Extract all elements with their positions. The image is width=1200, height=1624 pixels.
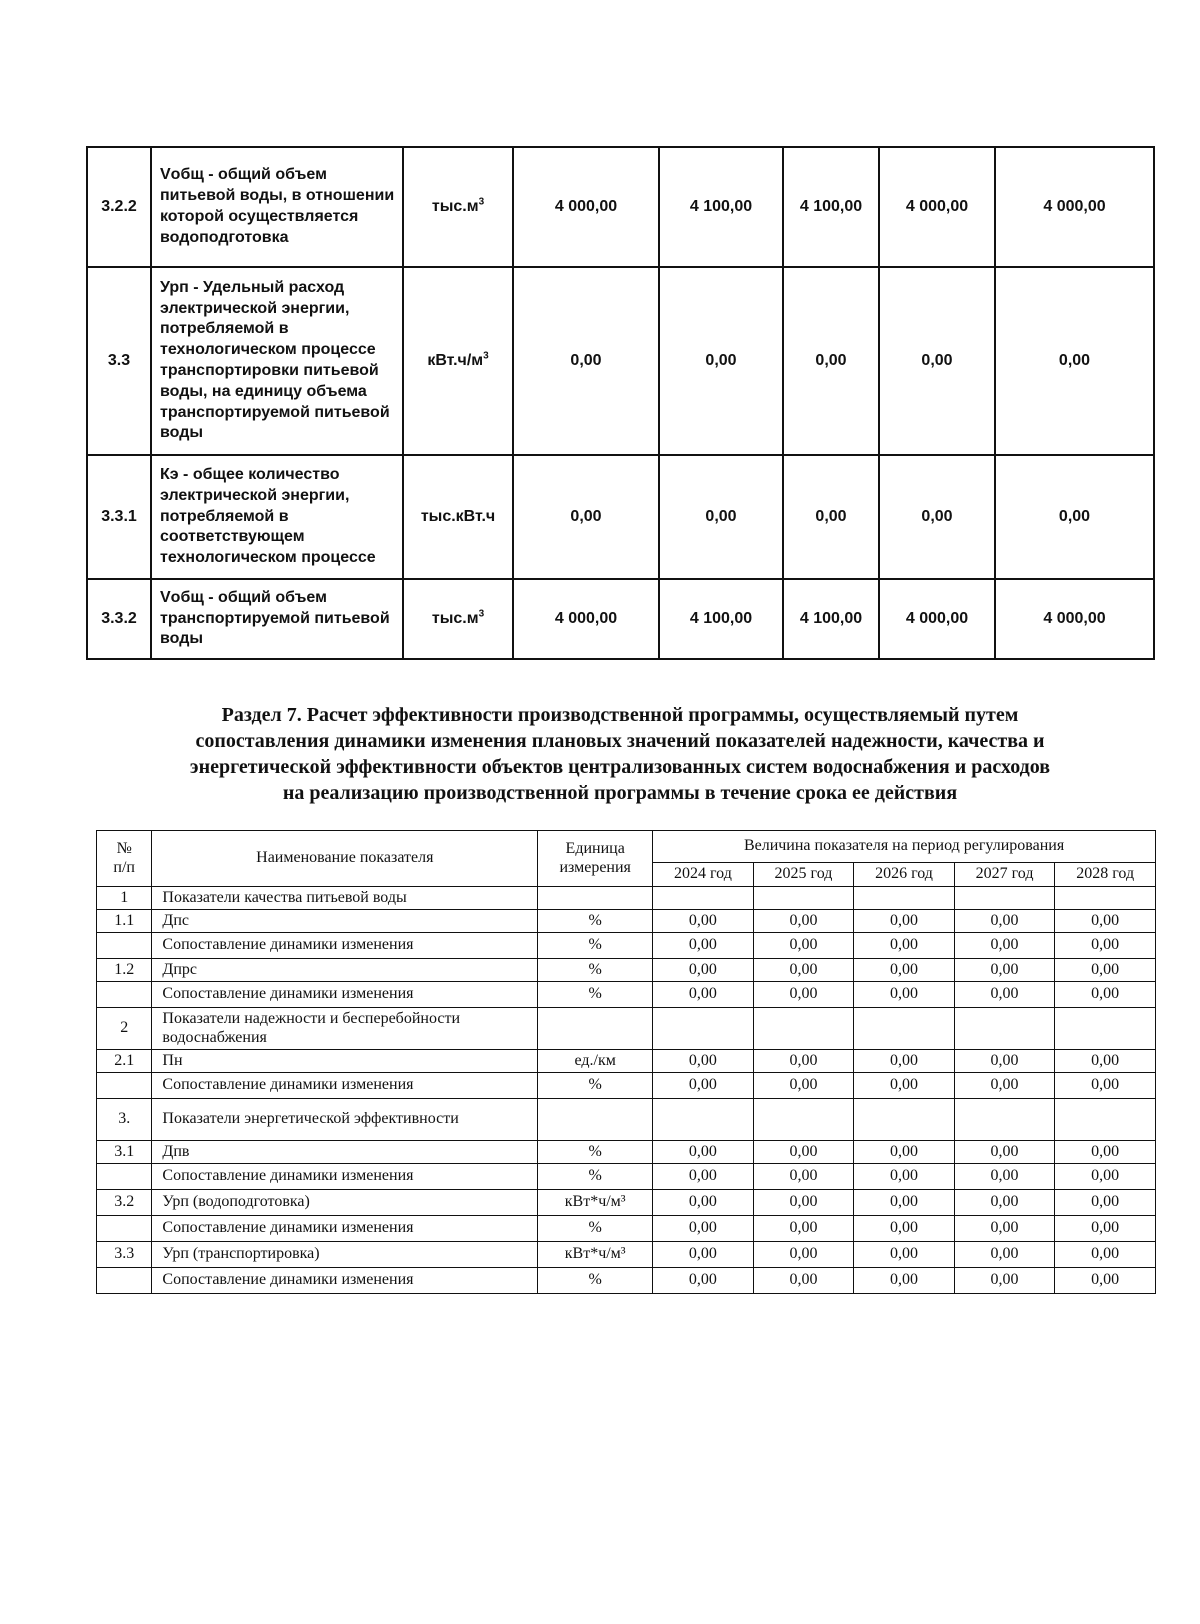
table-row (87, 147, 1154, 267)
heading-line: энергетической эффективности объектов централизованных систем водоснабжения и расходов (189, 756, 1051, 778)
value-cell: 0,00 (854, 1050, 955, 1073)
section-7-heading (100, 702, 1140, 806)
table-row (97, 933, 1156, 959)
row-number: 1 (97, 887, 152, 910)
indicator-name: Сопоставление динамики изменения (152, 1164, 538, 1190)
indicator-name: Урп (транспортировка) (152, 1242, 538, 1268)
value-cell: 0,00 (954, 1242, 1055, 1268)
value-cell: 0,00 (1055, 1190, 1156, 1216)
header-name: Наименование показателя (152, 831, 538, 887)
unit-cell: кВт*ч/м³ (538, 1190, 653, 1216)
row-number (97, 1073, 152, 1099)
unit-base: кВт.ч/м (427, 352, 484, 369)
value-cell (854, 887, 955, 910)
value-cell (653, 1008, 754, 1050)
value-cell: 0,00 (753, 1141, 854, 1164)
value-cell (1055, 1099, 1156, 1141)
value-cell: 0,00 (1055, 959, 1156, 982)
indicator-name (151, 147, 403, 267)
value-cell: 0,00 (854, 1216, 955, 1242)
indicator-name-line: воды (160, 630, 204, 648)
value-cell: 0,00 (653, 1268, 754, 1294)
value-cell: 0,00 (513, 455, 659, 579)
value-cell: 0,00 (753, 933, 854, 959)
indicator-name (151, 579, 403, 659)
value-cell: 0,00 (753, 910, 854, 933)
indicator-name-line: которой осуществляется (160, 208, 359, 225)
value-cell: 0,00 (753, 982, 854, 1008)
unit-cell (403, 455, 513, 579)
value-cell: 0,00 (954, 1164, 1055, 1190)
row-number: 2 (97, 1008, 152, 1050)
unit-cell: ед./км (538, 1050, 653, 1073)
value-cell (954, 887, 1055, 910)
indicator-name: Дпс (152, 910, 538, 933)
value-cell: 0,00 (954, 933, 1055, 959)
table-row (97, 1050, 1156, 1073)
value-cell (854, 1099, 955, 1141)
value-cell: 0,00 (954, 910, 1055, 933)
indicator-name-line: потребляемой в (160, 320, 289, 338)
indicator-name: Сопоставление динамики изменения (152, 982, 538, 1008)
value-cell: 0,00 (1055, 1073, 1156, 1099)
row-number: 3.3 (87, 267, 151, 455)
value-cell: 0,00 (653, 1190, 754, 1216)
value-cell: 0,00 (854, 959, 955, 982)
value-cell: 0,00 (653, 1242, 754, 1268)
indicator-name-line: питьевой воды, в отношении (160, 187, 395, 205)
table-row (97, 1073, 1156, 1099)
unit-cell (403, 579, 513, 659)
value-cell: 0,00 (1055, 1141, 1156, 1164)
value-cell: 0,00 (879, 267, 995, 455)
unit-cell: % (538, 1141, 653, 1164)
header-unit-line: измерения (559, 858, 631, 876)
row-number: 1.1 (97, 910, 152, 933)
row-number: 3.2 (97, 1190, 152, 1216)
value-cell: 0,00 (753, 1164, 854, 1190)
unit-cell: % (538, 959, 653, 982)
value-cell: 4 000,00 (879, 579, 995, 659)
value-cell: 0,00 (753, 1242, 854, 1268)
value-cell: 0,00 (1055, 1216, 1156, 1242)
table-row (97, 910, 1156, 933)
value-cell: 4 100,00 (659, 147, 783, 267)
value-cell: 0,00 (1055, 1164, 1156, 1190)
table-row (97, 1242, 1156, 1268)
row-number (97, 1164, 152, 1190)
unit-cell (538, 887, 653, 910)
row-number: 3.2.2 (87, 147, 151, 267)
value-cell: 0,00 (653, 1164, 754, 1190)
value-cell (954, 1099, 1055, 1141)
row-number (97, 982, 152, 1008)
value-cell: 4 000,00 (879, 147, 995, 267)
table-row (97, 1268, 1156, 1294)
value-cell: 0,00 (1055, 1268, 1156, 1294)
table-row (97, 1190, 1156, 1216)
indicator-name: Сопоставление динамики изменения (152, 933, 538, 959)
indicator-name: Показатели качества питьевой воды (152, 887, 538, 910)
value-cell (1055, 1008, 1156, 1050)
unit-superscript: 3 (478, 196, 485, 208)
unit-cell: % (538, 933, 653, 959)
value-cell: 0,00 (854, 982, 955, 1008)
value-cell: 0,00 (653, 1216, 754, 1242)
row-number: 3.1 (97, 1141, 152, 1164)
unit-cell (403, 147, 513, 267)
table-row (97, 982, 1156, 1008)
value-cell: 0,00 (954, 1190, 1055, 1216)
value-cell: 0,00 (1055, 1242, 1156, 1268)
value-cell: 0,00 (995, 267, 1154, 455)
indicator-name-line: транспортируемой питьевой (160, 403, 390, 421)
value-cell: 0,00 (753, 959, 854, 982)
indicator-name: Показатели надежности и бесперебойности водоснабжения (152, 1008, 538, 1050)
value-cell: 0,00 (753, 1073, 854, 1099)
header-num-line: п/п (113, 858, 135, 876)
row-number: 3.3.1 (87, 455, 151, 579)
row-number: 3.3.2 (87, 579, 151, 659)
heading-line: сопоставления динамики изменения плановых значений показателей надежности, качества и (195, 730, 1045, 752)
value-cell (854, 1008, 955, 1050)
unit-cell (403, 267, 513, 455)
value-cell: 0,00 (854, 1190, 955, 1216)
row-number: 2.1 (97, 1050, 152, 1073)
header-year: 2026 год (854, 863, 955, 887)
value-cell: 0,00 (854, 1073, 955, 1099)
indicator-name-line: Vобщ - общий объем (160, 588, 327, 606)
table-row (97, 1164, 1156, 1190)
value-cell: 0,00 (513, 267, 659, 455)
value-cell (753, 887, 854, 910)
value-cell: 0,00 (954, 1268, 1055, 1294)
value-cell: 0,00 (653, 1073, 754, 1099)
header-unit-line: Единица (565, 840, 625, 858)
row-number: 3.3 (97, 1242, 152, 1268)
table-row (87, 579, 1154, 659)
indicator-name: Пн (152, 1050, 538, 1073)
value-cell: 0,00 (653, 1050, 754, 1073)
indicator-name-line: технологическом процессе (160, 549, 376, 567)
indicator-name-line: Кэ - общее количество (160, 466, 340, 483)
indicators-table-continued (86, 146, 1155, 660)
table-row (97, 1099, 1156, 1141)
indicator-name: Урп (водоподготовка) (152, 1190, 538, 1216)
unit-superscript: 3 (478, 608, 485, 620)
value-cell: 4 000,00 (513, 579, 659, 659)
header-num (97, 831, 152, 887)
value-cell: 0,00 (854, 933, 955, 959)
unit-base: тыс.м (431, 610, 479, 627)
value-cell: 0,00 (995, 455, 1154, 579)
indicator-name-line: воды, на единицу объема (160, 382, 367, 400)
unit-cell: % (538, 1073, 653, 1099)
row-number (97, 1268, 152, 1294)
header-year: 2024 год (653, 863, 754, 887)
value-cell (653, 1099, 754, 1141)
value-cell: 4 100,00 (659, 579, 783, 659)
indicator-name-line: воды (160, 424, 204, 442)
value-cell: 0,00 (854, 1141, 955, 1164)
table-row (97, 1141, 1156, 1164)
value-cell (653, 887, 754, 910)
value-cell: 0,00 (753, 1190, 854, 1216)
indicator-name-line: водоподготовка (160, 228, 289, 246)
unit-cell (538, 1099, 653, 1141)
header-year: 2025 год (753, 863, 854, 887)
value-cell: 0,00 (783, 267, 879, 455)
value-cell: 0,00 (753, 1268, 854, 1294)
header-unit (538, 831, 653, 887)
unit-cell (538, 1008, 653, 1050)
value-cell: 0,00 (954, 982, 1055, 1008)
value-cell: 0,00 (954, 959, 1055, 982)
row-number: 1.2 (97, 959, 152, 982)
unit-superscript: 3 (483, 350, 489, 362)
unit-cell: кВт*ч/м³ (538, 1242, 653, 1268)
table-row (87, 267, 1154, 455)
header-num-line: № (116, 840, 132, 858)
unit-cell: % (538, 1164, 653, 1190)
unit-base: тыс.м (431, 198, 479, 215)
indicator-name-line: электрической энергии, (160, 486, 350, 504)
value-cell: 0,00 (653, 959, 754, 982)
value-cell: 4 100,00 (783, 579, 879, 659)
value-cell: 0,00 (954, 1050, 1055, 1073)
value-cell: 0,00 (753, 1050, 854, 1073)
unit-base: тыс.кВт.ч (420, 508, 496, 525)
value-cell: 0,00 (879, 455, 995, 579)
indicator-name: Дпрс (152, 959, 538, 982)
value-cell: 0,00 (1055, 910, 1156, 933)
value-cell: 0,00 (954, 1073, 1055, 1099)
value-cell: 0,00 (1055, 1050, 1156, 1073)
header-year: 2028 год (1055, 863, 1156, 887)
value-cell (753, 1099, 854, 1141)
table-row (97, 887, 1156, 910)
value-cell: 0,00 (659, 455, 783, 579)
header-period: Величина показателя на период регулирования (653, 831, 1156, 863)
table-row (97, 959, 1156, 982)
indicator-name-line: соответствующем (160, 528, 305, 546)
indicator-name: Сопоставление динамики изменения (152, 1268, 538, 1294)
indicator-name-line: Vобщ - общий объем (160, 166, 327, 184)
value-cell: 0,00 (1055, 933, 1156, 959)
value-cell: 0,00 (653, 933, 754, 959)
unit-cell: % (538, 910, 653, 933)
value-cell: 0,00 (854, 1268, 955, 1294)
unit-cell: % (538, 982, 653, 1008)
value-cell: 0,00 (954, 1141, 1055, 1164)
indicator-name-line: транспортировки питьевой (160, 362, 379, 379)
heading-line: на реализацию производственной программы в течение срока ее действия (282, 782, 958, 804)
indicator-name-line: технологическом процессе (160, 341, 376, 359)
value-cell (1055, 887, 1156, 910)
unit-cell: % (538, 1216, 653, 1242)
value-cell (753, 1008, 854, 1050)
indicator-name-line: потребляемой в (160, 507, 289, 525)
table-row (97, 1216, 1156, 1242)
row-number (97, 1216, 152, 1242)
indicator-name: Сопоставление динамики изменения (152, 1216, 538, 1242)
indicator-name: Сопоставление динамики изменения (152, 1073, 538, 1099)
value-cell: 0,00 (954, 1216, 1055, 1242)
indicator-name-line: электрической энергии, (160, 299, 350, 317)
value-cell (954, 1008, 1055, 1050)
row-number: 3. (97, 1099, 152, 1141)
value-cell: 0,00 (854, 910, 955, 933)
value-cell: 4 000,00 (995, 147, 1154, 267)
indicator-name-line: транспортируемой питьевой (160, 609, 390, 627)
unit-cell: % (538, 1268, 653, 1294)
value-cell: 4 000,00 (513, 147, 659, 267)
row-number (97, 933, 152, 959)
value-cell: 0,00 (653, 910, 754, 933)
efficiency-table (96, 830, 1156, 1294)
value-cell: 4 000,00 (995, 579, 1154, 659)
value-cell: 0,00 (653, 1141, 754, 1164)
value-cell: 0,00 (1055, 982, 1156, 1008)
indicator-name (151, 455, 403, 579)
value-cell: 0,00 (854, 1242, 955, 1268)
value-cell: 0,00 (653, 982, 754, 1008)
indicator-name (151, 267, 403, 455)
indicator-name-line: Урп - Удельный расход (160, 278, 345, 296)
value-cell: 0,00 (854, 1164, 955, 1190)
value-cell: 0,00 (753, 1216, 854, 1242)
indicator-name: Показатели энергетической эффективности (152, 1099, 538, 1141)
table-row (97, 1008, 1156, 1050)
table-row (87, 455, 1154, 579)
value-cell: 0,00 (783, 455, 879, 579)
value-cell: 0,00 (659, 267, 783, 455)
heading-line: Раздел 7. Расчет эффективности производственной программы, осуществляемый путем (221, 704, 1019, 726)
indicator-name: Дпв (152, 1141, 538, 1164)
header-year: 2027 год (954, 863, 1055, 887)
value-cell: 4 100,00 (783, 147, 879, 267)
